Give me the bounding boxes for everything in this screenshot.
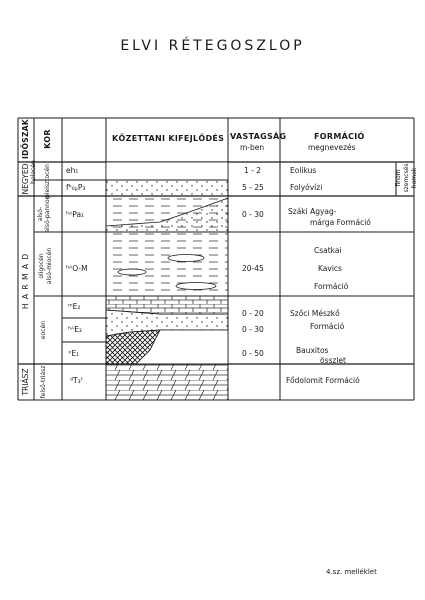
formation-name: Formáció	[310, 322, 345, 331]
layer-symbol: ᵐE₂	[68, 302, 81, 311]
formation-name: összlet	[320, 356, 346, 365]
side-note: finom	[395, 169, 402, 187]
layer-symbol: fʰ₀ₚP₃	[66, 183, 86, 192]
fluvial-sand-layer	[106, 180, 228, 196]
header-vastagsag: VASTAGSÁG	[230, 132, 287, 141]
formation-name: márga Formáció	[310, 218, 371, 227]
thickness-value: 20-45	[242, 264, 264, 273]
header-kifejlodes: KŐZETTANI KIFEJLŐDÉS	[112, 134, 225, 143]
epoch-eocen: eocén	[40, 320, 47, 340]
epoch-felso-triasz: felső-triász	[40, 365, 47, 399]
epoch-oligocen: oligocén	[38, 253, 45, 279]
layer-symbol: ʰᴬPa₁	[66, 210, 85, 219]
eolian-sand-layer	[106, 162, 228, 180]
header-kor: KOR	[43, 129, 52, 149]
header-idoszak: IDŐSZAK	[21, 119, 30, 159]
side-note: homok	[411, 167, 418, 189]
lithology-fills	[106, 162, 228, 400]
thickness-value: 1 - 2	[244, 166, 262, 175]
formation-name: Folyóvízi	[290, 183, 323, 192]
footer-note: 4.sz. melléklet	[326, 568, 377, 576]
layer-symbol: ʰᴬE₂	[68, 325, 83, 334]
thickness-value: 0 - 30	[242, 210, 264, 219]
dolomite-layer	[106, 364, 228, 400]
thickness-value: 5 - 25	[242, 183, 264, 192]
epoch-holocen: holocén	[30, 160, 37, 184]
thickness-value: 0 - 30	[242, 325, 264, 334]
epoch-also-pannon-1: alsó-	[37, 206, 44, 222]
formation-name: Eolikus	[290, 166, 317, 175]
header-vastagsag-unit: m-ben	[240, 143, 265, 152]
formation-name: Csatkai	[314, 246, 342, 255]
thickness-value: 0 - 20	[242, 309, 264, 318]
page-title: ELVI RÉTEGOSZLOP	[120, 38, 305, 54]
layer-symbol: ˣE₁	[68, 349, 80, 358]
formation-name: Bauxitos	[296, 346, 329, 355]
side-note: szemcsés	[403, 163, 410, 193]
header-formacio-sub: megnevezés	[308, 143, 356, 152]
period-harmad: H A R M A D	[21, 252, 30, 310]
epoch-also-pannon: alsó-pannon	[44, 195, 51, 233]
formation-name: Száki Agyag-	[288, 207, 337, 216]
gravel-lens-2	[118, 269, 146, 275]
layer-symbol: eh₁	[66, 166, 79, 175]
gravel-lens-3	[176, 283, 216, 290]
period-negyed: NEGYED	[21, 163, 30, 195]
epoch-pleisztocen: pleisztocén	[44, 164, 51, 198]
layer-symbol: ᵈT₃ᶠ	[70, 376, 83, 385]
gravel-lens-1	[168, 255, 204, 262]
thickness-value: 0 - 50	[242, 349, 264, 358]
header-formacio: FORMÁCIÓ	[314, 132, 365, 141]
epoch-also-miocen: alsó-miocén	[46, 247, 53, 285]
period-triasz: TRIÁSZ	[21, 368, 30, 396]
layer-symbol: ʰᴬO-M	[66, 264, 88, 273]
formation-name: Formáció	[314, 282, 349, 291]
formation-name: Kavics	[318, 264, 342, 273]
formation-name: Fődolomit Formáció	[286, 376, 360, 385]
formation-name: Szőci Mészkő	[290, 309, 340, 318]
